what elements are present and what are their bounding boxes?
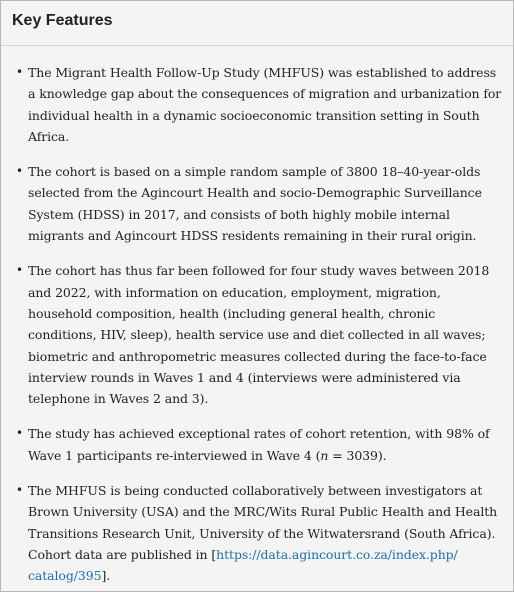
list-item-text: The study has achieved exceptional rates of cohort retention, with 98% of Wave 1 participants re-interviewed in Wave 4 ( [28,426,490,463]
list-item-text: The MHFUS is being conducted collaboratively between investigators at Brown University (USA) and the MRC/Wits Rural Public Health and Health Transitions Research Unit, University of the Witwatersrand (South Africa). Cohort data are published in [ [28,483,498,562]
list-item-text-end: = 3039). [328,447,387,463]
list-item [28,260,506,409]
list-item [28,161,506,246]
list-item-text: The Migrant Health Follow-Up Study (MHFUS) was established to address a knowledge gap about the consequences of migration and urbanization for individual health in a dynamic socioeconomic transition setting in South Africa. [28,65,502,144]
list-item-text: The cohort has thus far been followed for four study waves between 2018 and 2022, with information on education, employment, migration, household composition, health (including general health, chronic conditions, HIV, sleep), health service use and diet collected in all waves; biometric and anthropometric measures collected during the face-to-face interview rounds in Waves 1 and 4 (interviews were administered via telephone in Waves 2 and 3). [28,263,490,407]
sample-size-symbol: n [320,447,329,463]
key-features-list [28,62,506,601]
heading-divider [1,45,513,46]
list-item [28,423,506,466]
data-catalog-link[interactable]: https://data.agincourt.co.za/index.php/catalog/395 [28,546,458,584]
key-features-heading: Key Features [12,12,113,29]
list-item [28,480,506,586]
list-item-text-end: ]. [101,568,111,584]
list-item [28,62,506,147]
list-item-text: The cohort is based on a simple random sample of 3800 18–40-year-olds selected from the Agincourt Health and socio-Demographic Surveillance System (HDSS) in 2017, and consists of both highly mobile internal migrants and Agincourt HDSS residents remaining in their rural origin. [28,164,482,244]
